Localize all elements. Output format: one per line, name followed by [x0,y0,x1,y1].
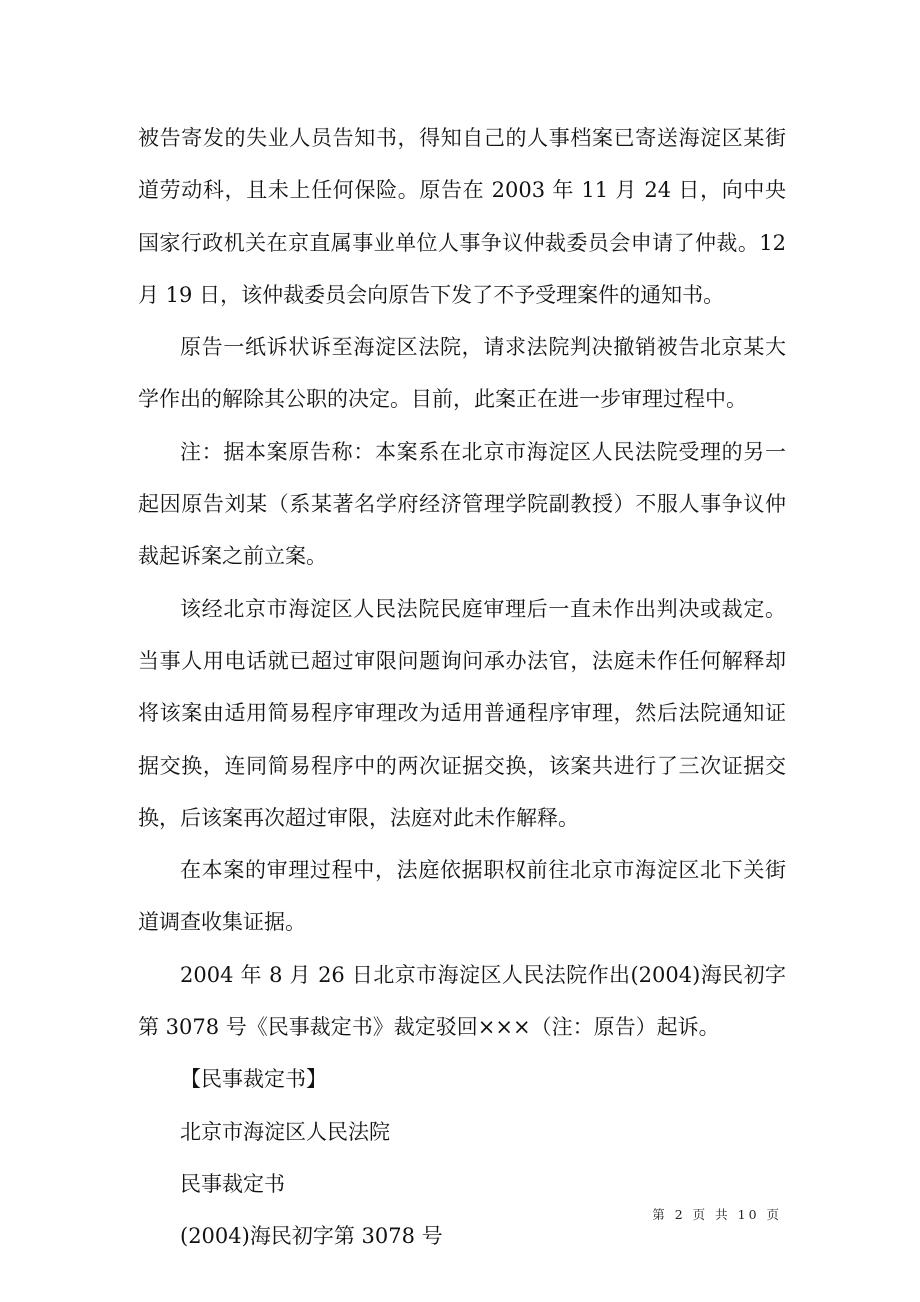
paragraph-6: 2004 年 8 月 26 日北京市海淀区人民法院作出(2004)海民初字第 3078 号《民事裁定书》裁定驳回×××（注：原告）起诉。 [138,962,786,1040]
paragraph-3: 注：据本案原告称：本案系在北京市海淀区人民法院受理的另一起因原告刘某（系某著名学府经济管理学院副教授）不服人事争议仲裁起诉案之前立案。 [138,439,786,569]
paragraph-5: 在本案的审理过程中，法庭依据职权前往北京市海淀区北下关街道调查收集证据。 [138,858,786,935]
document-title: 民事裁定书 [180,1171,285,1196]
document-body [138,112,786,1263]
paragraph-2: 原告一纸诉状诉至海淀区法院，请求法院判决撤销被告北京某大学作出的解除其公职的决定。目前，此案正在进一步审理过程中。 [138,335,786,412]
section-heading: 【民事裁定书】 [180,1067,327,1092]
court-name: 北京市海淀区人民法院 [180,1119,390,1144]
page-number: 第 2 页 共 10 页 [652,1207,782,1222]
paragraph-1: 被告寄发的失业人员告知书，得知自己的人事档案已寄送海淀区某街道劳动科，且未上任何保险。原告在 2003 年 11 月 24 日，向中央国家行政机关在京直属事业单位人事争议仲裁委员会申请了仲裁。12 月 19 日，该仲裁委员会向原告下发了不予受理案件的通知书。 [138,126,786,307]
paragraph-4: 该经北京市海淀区人民法院民庭审理后一直未作出判决或裁定。当事人用电话就已超过审限问题询问承办法官，法庭未作任何解释却将该案由适用简易程序审理改为适用普通程序审理，然后法院通知证据交换，连同简易程序中的两次证据交换，该案共进行了三次证据交换，后该案再次超过审限，法庭对此未作解释。 [138,596,786,830]
case-number: (2004)海民初字第 3078 号 [180,1224,443,1249]
